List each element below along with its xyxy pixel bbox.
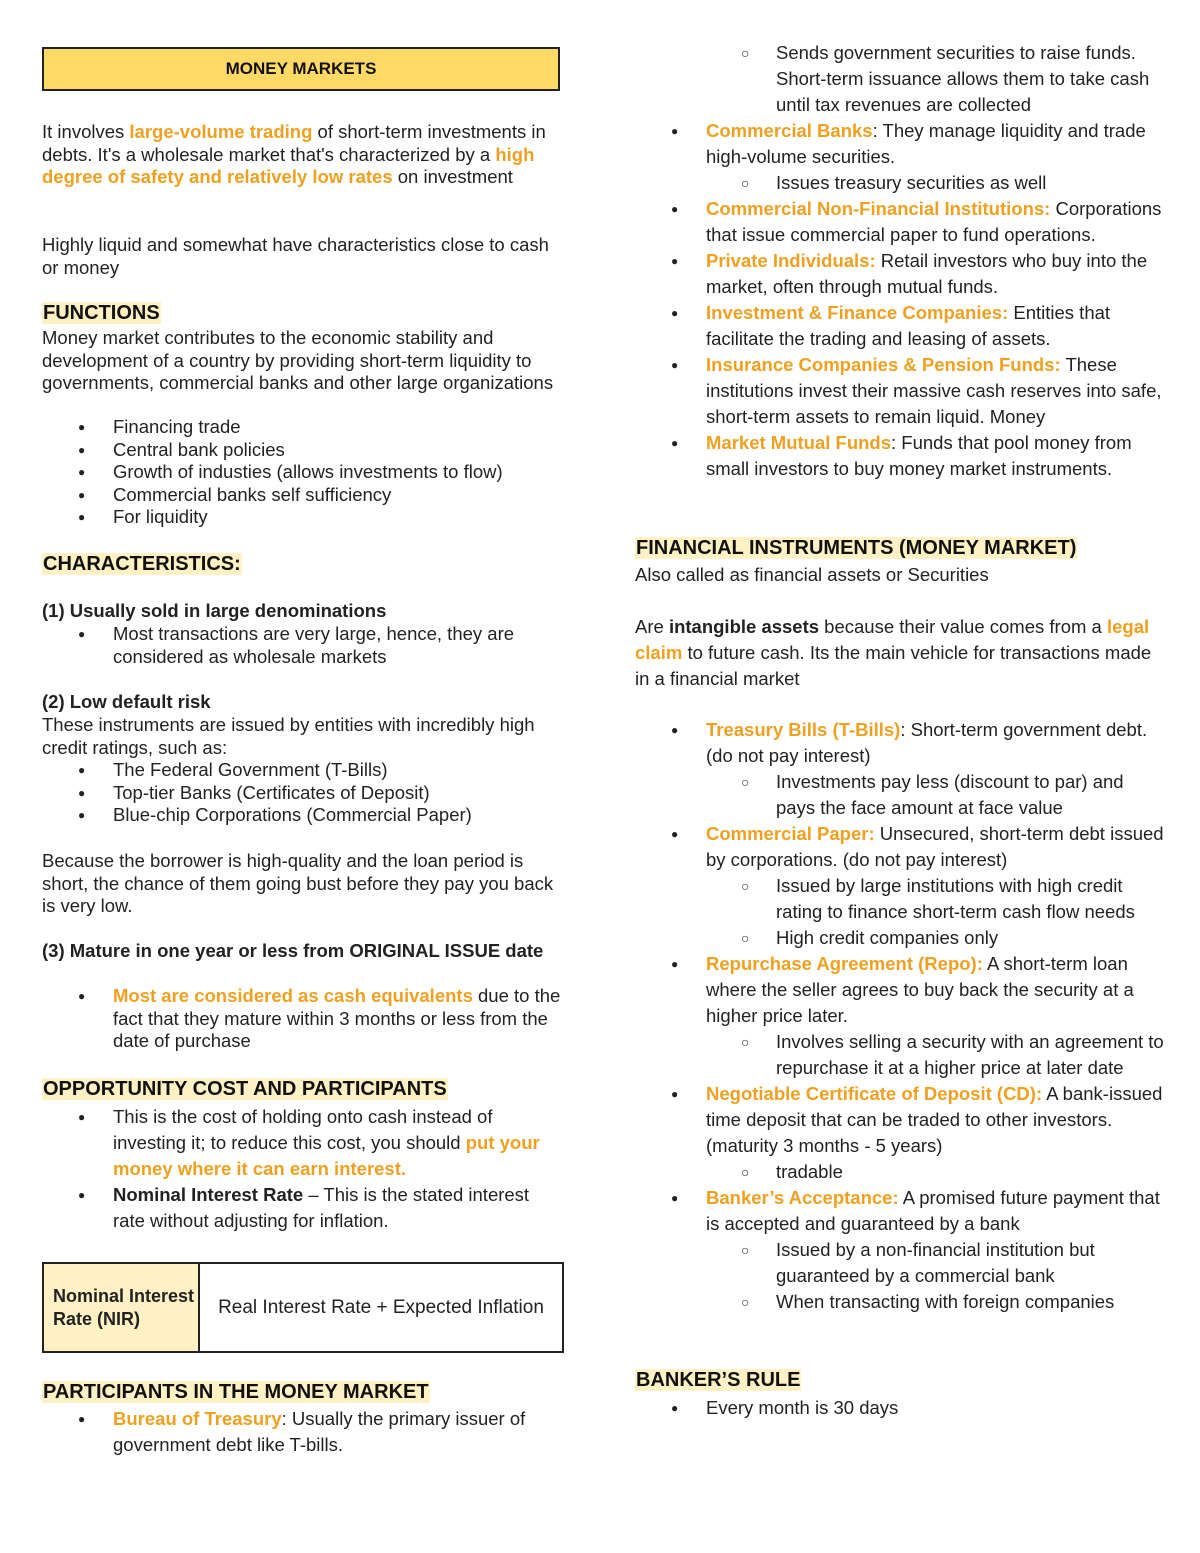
list-item: ● Top-tier Banks (Certificates of Deposit) (42, 782, 566, 805)
participants-heading: PARTICIPANTS IN THE MONEY MARKET (43, 1381, 429, 1403)
char-2-title: (2) Low default risk (42, 691, 211, 712)
nir-table (42, 1262, 564, 1353)
functions-text: Money market contributes to the economic stability and development of a country by providing short-term liquidity to governments, commercial banks and other large organizations (42, 327, 554, 393)
list-item: ● This is the cost of holding onto cash instead of investing it; to reduce this cost, you should put your money where it can earn interest. (42, 1104, 566, 1182)
list-item: ● Blue-chip Corporations (Commercial Paper) (42, 804, 566, 827)
list-item: ● Commercial Paper: Unsecured, short-term debt issued by corporations. (do not pay interest) (635, 821, 1165, 873)
char-1-list (42, 623, 566, 668)
char-2-text: These instruments are issued by entities with incredibly high credit ratings, such as: (42, 714, 535, 758)
participants-list-left (42, 1406, 566, 1458)
opportunity-heading: OPPORTUNITY COST AND PARTICIPANTS (43, 1078, 447, 1100)
char-1-title: (1) Usually sold in large denominations (42, 600, 387, 621)
list-item: ● Banker’s Acceptance: A promised future payment that is accepted and guaranteed by a bank (635, 1185, 1165, 1237)
intro-paragraph: It involves large-volume trading of short-term investments in debts. It's a wholesale market that's characterized by a high degree of safety and relatively low rates on investment (42, 121, 546, 187)
list-item: ○ Issues treasury securities as well (635, 170, 1165, 196)
list-item: ● Insurance Companies & Pension Funds: These institutions invest their massive cash reserves into safe, short-term assets to remain liquid. Money (635, 352, 1165, 430)
char-3-list (42, 985, 566, 1053)
list-item: ○ Issued by a non-financial institution but guaranteed by a commercial bank (635, 1237, 1165, 1289)
list-item: ○ Issued by large institutions with high credit rating to finance short-term cash flow needs (635, 873, 1165, 925)
opportunity-list (42, 1104, 566, 1234)
instruments-subtitle: Also called as financial assets or Securities (635, 564, 989, 585)
list-item: ● Bureau of Treasury: Usually the primary issuer of government debt like T-bills. (42, 1406, 566, 1458)
list-item: ● Repurchase Agreement (Repo): A short-term loan where the seller agrees to buy back the security at a higher price later. (635, 951, 1165, 1029)
char-2-after: Because the borrower is high-quality and the loan period is short, the chance of them going bust before they pay you back is very low. (42, 850, 554, 916)
char-3-title: (3) Mature in one year or less from ORIGINAL ISSUE date (42, 940, 544, 961)
nir-formula: Real Interest Rate + Expected Inflation (199, 1263, 563, 1352)
list-item: ● Private Individuals: Retail investors who buy into the market, often through mutual funds. (635, 248, 1165, 300)
list-item: ● Commercial banks self sufficiency (42, 484, 566, 507)
list-item: ○ High credit companies only (635, 925, 1165, 951)
functions-heading: FUNCTIONS (43, 302, 160, 324)
page-title: MONEY MARKETS (42, 47, 560, 91)
list-item: ● Market Mutual Funds: Funds that pool money from small investors to buy money market instruments. (635, 430, 1165, 482)
list-item: ● For liquidity (42, 506, 566, 529)
list-item: ● Nominal Interest Rate – This is the stated interest rate without adjusting for inflation. (42, 1182, 566, 1234)
list-item: ● Investment & Finance Companies: Entities that facilitate the trading and leasing of assets. (635, 300, 1165, 352)
nir-label: Nominal Interest Rate (NIR) (43, 1263, 199, 1352)
list-item: ● Commercial Banks: They manage liquidity and trade high-volume securities. (635, 118, 1165, 170)
list-item: ● Every month is 30 days (635, 1395, 1165, 1421)
intro-liquidity: Highly liquid and somewhat have characteristics close to cash or money (42, 234, 549, 278)
list-item: ● Most transactions are very large, hence, they are considered as wholesale markets (42, 623, 566, 668)
list-item: ● The Federal Government (T-Bills) (42, 759, 566, 782)
list-item: ○ tradable (635, 1159, 1165, 1185)
list-item: ○ Investments pay less (discount to par) and pays the face amount at face value (635, 769, 1165, 821)
char-2-list (42, 759, 566, 827)
list-item: ● Central bank policies (42, 439, 566, 462)
list-item: ○ When transacting with foreign companies (635, 1289, 1165, 1315)
bankers-rule-heading: BANKER’S RULE (636, 1369, 801, 1391)
list-item: ● Treasury Bills (T-Bills): Short-term government debt. (do not pay interest) (635, 717, 1165, 769)
instruments-paragraph: Are intangible assets because their value comes from a legal claim to future cash. Its the main vehicle for transactions made in a financial market (635, 616, 1152, 689)
list-item: ● Growth of industies (allows investments to flow) (42, 461, 566, 484)
instruments-list (635, 717, 1165, 1315)
list-item: ● Most are considered as cash equivalents due to the fact that they mature within 3 months or less from the date of purchase (42, 985, 566, 1053)
list-item: ● Commercial Non-Financial Institutions: Corporations that issue commercial paper to fund operations. (635, 196, 1165, 248)
list-item: ● Negotiable Certificate of Deposit (CD): A bank-issued time deposit that can be traded to other investors. (maturity 3 months - 5 years) (635, 1081, 1165, 1159)
characteristics-heading: CHARACTERISTICS: (43, 553, 241, 575)
instruments-heading: FINANCIAL INSTRUMENTS (MONEY MARKET) (636, 537, 1077, 559)
functions-list (42, 416, 566, 529)
list-item: ○ Sends government securities to raise funds. Short-term issuance allows them to take cash until tax revenues are collected (635, 40, 1165, 118)
bankers-rule-list (635, 1395, 1165, 1421)
list-item: ○ Involves selling a security with an agreement to repurchase it at a higher price at later date (635, 1029, 1165, 1081)
participants-list-right (635, 40, 1165, 482)
list-item: ● Financing trade (42, 416, 566, 439)
